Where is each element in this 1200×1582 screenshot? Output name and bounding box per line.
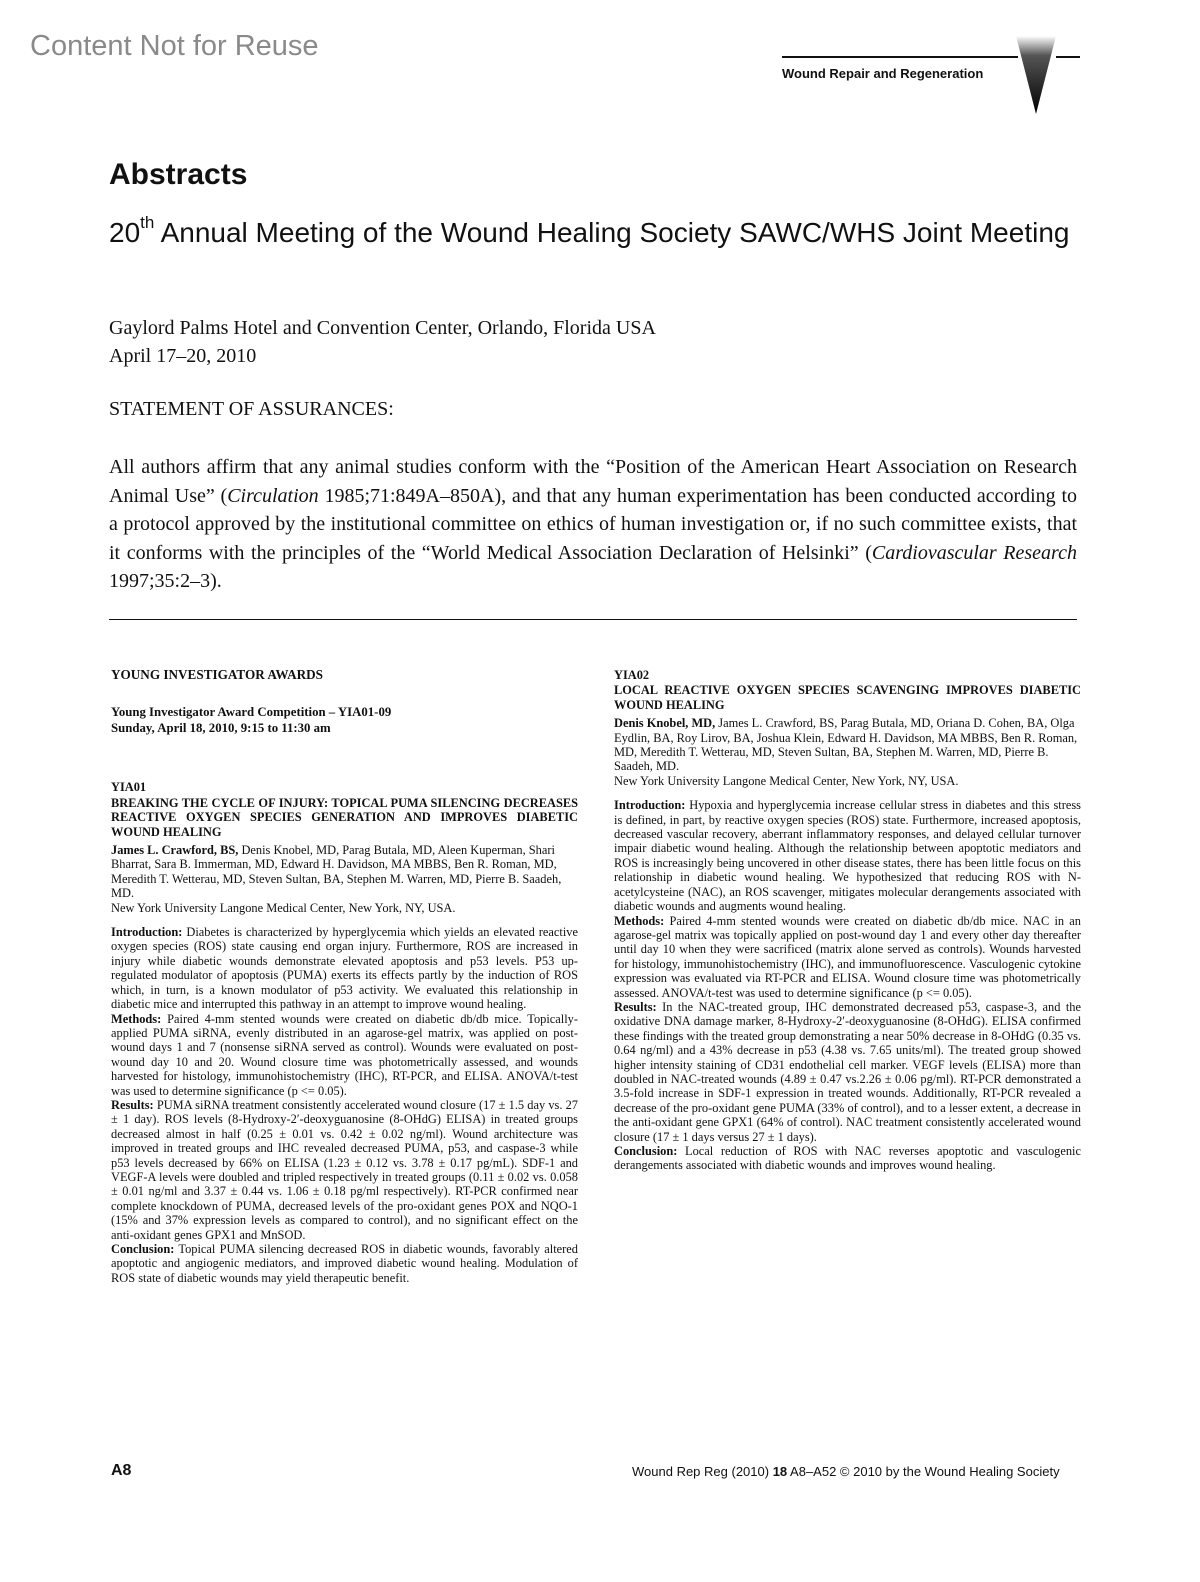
footer-citation [632, 1464, 1060, 1479]
conclusion-label: Conclusion: [614, 1144, 678, 1158]
section-heading: Abstracts [109, 158, 248, 191]
abstract-authors [111, 843, 578, 915]
right-column [614, 668, 1081, 1173]
abstract-conclusion [614, 1144, 1081, 1173]
lead-author: James L. Crawford, BS, [111, 843, 239, 858]
meeting-title-number: 20 [109, 217, 141, 248]
journal-logo-triangle-icon [1016, 36, 1056, 116]
section-divider [109, 619, 1077, 620]
results-text: In the NAC-treated group, IHC demonstrated decreased p53, caspase-3, and the oxidative DNA damage marker, 8-Hydroxy-2′-deoxyguanosine (8-OHdG). ELISA confirmed these findings with the treated group demonstrating a near 50% decrease in 8-OHdG (0.35 vs. 0.64 ng/ml) and a 43% decrease in p53 (4.38 vs. 7.65 units/ml). The treated group showed higher intensity staining of CD31 endothelial cell marker. VEGF levels (ELISA) more than doubled in NAC-treated wounds (4.89 ± 0.47 vs.2.26 ± 0.06 pg/ml). RT-PCR demonstrated a 3.5-fold increase in SDF-1 expression in treated wounds. Additionally, RT-PCR revealed a decrease of the pro-oxidant gene PUMA (33% of control), and to a lesser extent, a decrease in the anti-oxidant gene GPX1 (64% of control). NAC treatment consistently accelerated wound closure (17 ± 1 days versus 27 ± 1 days). [614, 999, 1081, 1144]
journal-header-rule [782, 56, 1018, 58]
results-label: Results: [614, 999, 657, 1014]
results-label: Results: [111, 1097, 154, 1112]
assurances-heading: STATEMENT OF ASSURANCES: [109, 398, 394, 420]
methods-text: Paired 4-mm stented wounds were created on diabetic db/db mice. Topically-applied PUMA siRNA, evenly distributed in an agarose-gel matrix, was applied on post-wound days 1 and 7 (nonsense siRNA served as control). Wounds were evaluated on post-wound day 10 and 20. Wound closure time was photometrically assessed, and wounds harvested for histology, immunohistochemistry (IHC), RT-PCR, and ELISA. ANOVA/t-test was used to determine significance (p <= 0.05). [111, 1011, 578, 1098]
meeting-title [109, 212, 1099, 249]
conclusion-label: Conclusion: [111, 1242, 175, 1256]
assurances-text-part: All authors affirm that any animal studies conform with the “Position of the American Heart Association on Research Animal Use” ( [109, 456, 1077, 507]
methods-label: Methods: [614, 913, 665, 928]
assurances-text-part: 1997;35:2–3). [109, 570, 222, 592]
assurances-text-part: 1985;71:849A–850A), and that any human experimentation has been conducted according to a protocol approved by the institutional committee on ethics of human investigation or, if no such committee exists, that it conforms with the principles of the “World Medical Association Declaration of Helsinki” ( [109, 484, 1077, 564]
journal-header-rule-right [1056, 56, 1080, 58]
assurances-citation-journal: Circulation [227, 484, 319, 507]
footer-citation-journal: Wound Rep Reg (2010) [632, 1464, 773, 1479]
methods-text: Paired 4-mm stented wounds were created on diabetic db/db mice. NAC in an agarose-gel matrix was topically applied on post-wound day 1 and every other day thereafter until day 10 when they were sacrificed (matrix alone served as controls). Wounds harvested for histology, immunohistochemistry (IHC), and immunofluorescence. Vasculogenic cytokine expression was evaluated via RT-PCR and ELISA. Wound closure time was photometrically assessed. ANOVA/t-test was used to determine significance (p <= 0.05). [614, 913, 1081, 1000]
left-column [111, 668, 578, 1285]
conclusion-text: Local reduction of ROS with NAC reverses apoptotic and vasculogenic derangements associated with diabetic wounds and improves wound healing. [614, 1144, 1081, 1173]
abstract-methods [111, 1012, 578, 1098]
abstract-conclusion [111, 1242, 578, 1285]
meeting-venue-block [109, 314, 656, 370]
assurances-text [109, 453, 1077, 596]
abstract-introduction [614, 798, 1081, 913]
session-time: Sunday, April 18, 2010, 9:15 to 11:30 am [111, 721, 331, 736]
abstract-title: BREAKING THE CYCLE OF INJURY: TOPICAL PUMA SILENCING DECREASES REACTIVE OXYGEN SPECIES GENERATION AND IMPROVES DIABETIC WOUND HEALING [111, 795, 578, 839]
meeting-dates: April 17–20, 2010 [109, 345, 257, 367]
co-authors: James L. Crawford, BS, Parag Butala, MD, Oriana D. Cohen, BA, Olga Eydlin, BA, Roy Lirov, BA, Joshua Klein, Edward H. Davidson, MA MBBS, Ben R. Roman, MD, Meredith T. Wetterau, MD, Steven Sultan, BA, Stephen M. Warren, MD, Pierre B. Saadeh, MD. [614, 716, 1078, 774]
assurances-citation-journal: Cardiovascular Research [871, 541, 1077, 564]
meeting-venue: Gaylord Palms Hotel and Convention Center, Orlando, Florida USA [109, 317, 656, 339]
lead-author: Denis Knobel, MD, [614, 716, 716, 731]
page-number: A8 [111, 1462, 132, 1479]
footer-citation-rest: A8–A52 © 2010 by the Wound Healing Society [787, 1464, 1060, 1479]
introduction-text: Diabetes is characterized by hyperglycemia which yields an elevated reactive oxygen species (ROS) state causing end organ injury. Furthermore, ROS are increased in injury while diabetic wounds demonstrate elevated apoptosis and p53 levels. P53 up-regulated modulator of apoptosis (PUMA) exerts its effects partly by the induction of ROS which, in turn, is a known modulator of p53 activity. We evaluated this relationship in diabetic mice and interrupted this pathway in an attempt to improve wound healing. [111, 925, 578, 1012]
results-text: PUMA siRNA treatment consistently accelerated wound closure (17 ± 1.5 day vs. 27 ± 1 day). ROS levels (8-Hydroxy-2′-deoxyguanosine (8-OHdG) ELISA) in treated groups decreased almost in half (0.25 ± 0.01 vs. 0.42 ± 0.02 ng/ml). Wound architecture was improved in treated groups and IHC revealed decreased PUMA, p53, and caspase-3 while p53 levels decreased by 66% on ELISA (1.23 ± 0.12 vs. 3.78 ± 0.17 pg/mL). SDF-1 and VEGF-A levels were doubled and tripled respectively in treated groups (0.11 ± 0.02 vs. 0.058 ± 0.01 ng/ml and 3.37 ± 0.44 vs. 1.06 ± 0.18 pg/ml respectively). RT-PCR confirmed near complete knockdown of PUMA, decreased levels of the pro-oxidant genes POX and NQO-1 (15% and 37% expression levels as compared to control), and no significant effect on the anti-oxidant genes GPX1 and MnSOD. [111, 1097, 578, 1242]
abstract-introduction [111, 925, 578, 1011]
introduction-label: Introduction: [111, 925, 183, 940]
competition-info [111, 704, 578, 736]
co-authors: Denis Knobel, MD, Parag Butala, MD, Aleen Kuperman, Shari Bharrat, Sara B. Immerman, MD, Edward H. Davidson, MA MBBS, Ben R. Roman, MD, Meredith T. Wetterau, MD, Steven Sultan, BA, Stephen M. Warren, MD, Pierre B. Saadeh, MD. [111, 843, 562, 901]
conclusion-text: Topical PUMA silencing decreased ROS in diabetic wounds, favorably altered apoptotic and angiogenic mediators, and improved diabetic wound healing. Modulation of ROS state of diabetic wounds may yield therapeutic benefit. [111, 1242, 578, 1285]
abstract-results [614, 1000, 1081, 1144]
meeting-title-text: Annual Meeting of the Wound Healing Society SAWC/WHS Joint Meeting [154, 217, 1070, 248]
introduction-label: Introduction: [614, 798, 686, 813]
awards-section-title: YOUNG INVESTIGATOR AWARDS [111, 667, 324, 682]
affiliation: New York University Langone Medical Center, New York, NY, USA. [614, 773, 959, 788]
abstract-id: YIA02 [614, 668, 650, 682]
abstract-id: YIA01 [111, 780, 147, 795]
abstract-title: LOCAL REACTIVE OXYGEN SPECIES SCAVENGING IMPROVES DIABETIC WOUND HEALING [614, 683, 1081, 712]
introduction-text: Hypoxia and hyperglycemia increase cellular stress in diabetes and this stress is defined, in part, by reactive oxygen species (ROS) state. Furthermore, increased apoptosis, decreased vascular recovery, aberrant inflammatory responses, and delayed cellular turnover impair diabetic wound healing. Although the relationship between apoptotic mediators and ROS is increasingly being uncovered in other disease states, there has been little focus on this relationship in diabetic wound healing. We hypothesized that reducing ROS with N-acetylcysteine (NAC), an ROS scavenger, mitigates molecular derangements associated with diabetic wounds and augments wound healing. [614, 798, 1081, 914]
abstract-authors [614, 716, 1081, 788]
affiliation: New York University Langone Medical Center, New York, NY, USA. [111, 900, 456, 915]
abstract-methods [614, 914, 1081, 1000]
competition-title: Young Investigator Award Competition – YIA01-09 [111, 705, 392, 720]
methods-label: Methods: [111, 1011, 162, 1026]
meeting-title-ordinal: th [140, 212, 155, 232]
watermark-text: Content Not for Reuse [30, 30, 319, 62]
journal-name: Wound Repair and Regeneration [782, 66, 984, 81]
footer-citation-volume: 18 [772, 1464, 788, 1479]
abstract-results [111, 1098, 578, 1242]
